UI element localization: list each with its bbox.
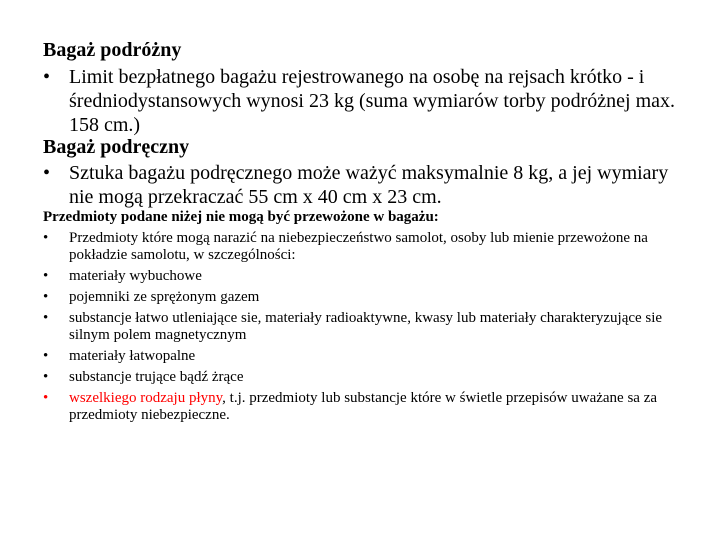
- list-item: [43, 310, 693, 344]
- prohibited-heading: Przedmioty podane niżej nie mogą być przewożone w bagażu:: [43, 209, 439, 225]
- bullet: •: [43, 348, 49, 364]
- list-item-text: substancje łatwo utleniające sie, materiały radioaktywne, kwasy lub materiały charakteryzujące sie silnym polem magnetycznym: [69, 310, 663, 343]
- hand-baggage-text: Sztuka bagażu podręcznego może ważyć maksymalnie 8 kg, a jej wymiary nie mogą przekraczać 55 cm x 40 cm x 23 cm.: [69, 162, 669, 208]
- list-item: [43, 289, 693, 306]
- hand-baggage-heading: Bagaż podręczny: [43, 136, 190, 158]
- bullet: •: [43, 162, 51, 184]
- bullet: •: [43, 66, 51, 88]
- list-item: [43, 230, 693, 264]
- bullet: •: [43, 310, 49, 326]
- list-item: [43, 268, 693, 285]
- list-item-text: materiały łatwopalne: [69, 348, 196, 364]
- list-item: [43, 369, 693, 386]
- list-item-text: , t.j. przedmioty lub substancje które w świetle przepisów uważane sa za przedmioty niebezpieczne.: [69, 390, 658, 423]
- bullet: •: [43, 369, 49, 385]
- liquids-highlight: wszelkiego rodzaju płyny: [69, 390, 223, 406]
- list-item-text: substancje trujące bądź żrące: [69, 369, 244, 385]
- checked-baggage-item: [43, 65, 693, 137]
- hand-baggage-item: [43, 161, 693, 209]
- bullet: •: [43, 289, 49, 305]
- list-item-text: pojemniki ze sprężonym gazem: [69, 289, 260, 305]
- bullet: •: [43, 390, 49, 406]
- checked-baggage-heading: Bagaż podróżny: [43, 39, 182, 61]
- list-item: [43, 348, 693, 365]
- list-item-text: materiały wybuchowe: [69, 268, 202, 284]
- checked-baggage-text: Limit bezpłatnego bagażu rejestrowanego na osobę na rejsach krótko - i średniodystansowych wynosi 23 kg (suma wymiarów torby podróżnej max. 158 cm.): [69, 66, 676, 136]
- prohibited-list: [43, 230, 693, 428]
- bullet: •: [43, 230, 49, 246]
- list-item-text: Przedmioty które mogą narazić na niebezpieczeństwo samolot, osoby lub mienie przewożone na pokładzie samolotu, w szczególności:: [69, 230, 648, 263]
- bullet: •: [43, 268, 49, 284]
- list-item: [43, 390, 693, 424]
